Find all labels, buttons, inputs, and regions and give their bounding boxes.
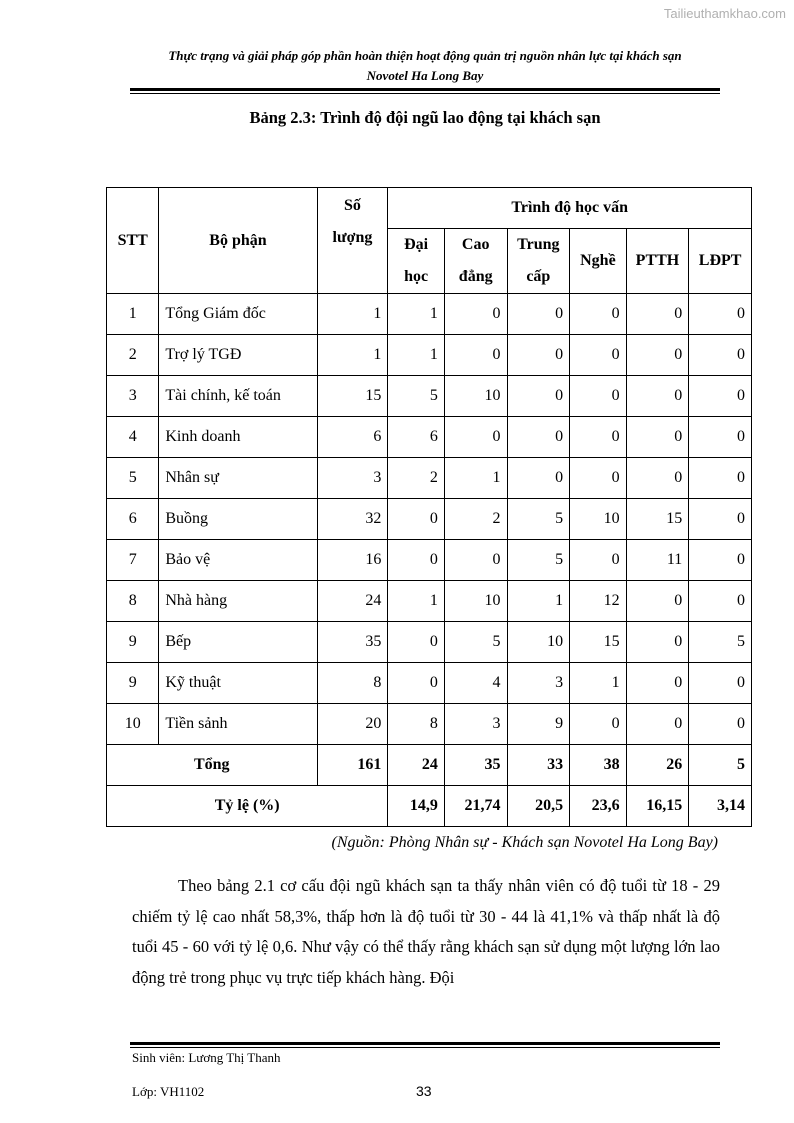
total-row xyxy=(107,745,752,786)
table-title: Bảng 2.3: Trình độ đội ngũ lao động tại khách sạn xyxy=(249,108,601,127)
row-stt: 4 xyxy=(107,417,159,458)
row-nghe: 10 xyxy=(570,499,626,540)
row-cao-dang: 2 xyxy=(444,499,507,540)
row-dai-hoc: 0 xyxy=(388,622,444,663)
row-trung-cap: 9 xyxy=(507,704,570,745)
table-row xyxy=(107,417,752,458)
row-qty: 1 xyxy=(317,294,388,335)
row-qty: 6 xyxy=(317,417,388,458)
table-row xyxy=(107,294,752,335)
row-cao-dang: 4 xyxy=(444,663,507,704)
header-dai-hoc-line1: Đại xyxy=(404,236,429,253)
row-stt: 9 xyxy=(107,622,159,663)
row-nghe: 1 xyxy=(570,663,626,704)
row-cao-dang: 5 xyxy=(444,622,507,663)
row-dept: Nhân sự xyxy=(159,458,317,499)
row-dai-hoc: 0 xyxy=(388,499,444,540)
staff-education-table xyxy=(106,187,752,827)
row-stt: 7 xyxy=(107,540,159,581)
header-row-1 xyxy=(107,188,752,229)
row-ldpt: 0 xyxy=(689,581,752,622)
row-nghe: 0 xyxy=(570,540,626,581)
row-nghe: 12 xyxy=(570,581,626,622)
table-row xyxy=(107,663,752,704)
row-nghe: 0 xyxy=(570,294,626,335)
row-dept: Nhà hàng xyxy=(159,581,317,622)
ratio-row xyxy=(107,786,752,827)
table-row xyxy=(107,622,752,663)
row-nghe: 0 xyxy=(570,417,626,458)
total-nghe: 38 xyxy=(570,745,626,786)
row-cao-dang: 3 xyxy=(444,704,507,745)
row-qty: 35 xyxy=(317,622,388,663)
total-ptth: 26 xyxy=(626,745,689,786)
row-cao-dang: 0 xyxy=(444,540,507,581)
row-qty: 1 xyxy=(317,335,388,376)
row-ldpt: 0 xyxy=(689,458,752,499)
total-dai-hoc: 24 xyxy=(388,745,444,786)
row-stt: 8 xyxy=(107,581,159,622)
row-ptth: 0 xyxy=(626,335,689,376)
row-ldpt: 0 xyxy=(689,663,752,704)
row-nghe: 0 xyxy=(570,335,626,376)
total-cao-dang: 35 xyxy=(444,745,507,786)
header-ptth: PTTH xyxy=(626,229,689,294)
row-nghe: 15 xyxy=(570,622,626,663)
row-stt: 10 xyxy=(107,704,159,745)
row-qty: 3 xyxy=(317,458,388,499)
header-cao-dang-line1: Cao xyxy=(461,236,490,253)
row-stt: 1 xyxy=(107,294,159,335)
header-nghe: Nghề xyxy=(570,229,626,294)
row-trung-cap: 0 xyxy=(507,458,570,499)
header-cao-dang xyxy=(444,229,507,294)
header-dept: Bộ phận xyxy=(159,188,317,294)
row-cao-dang: 10 xyxy=(444,376,507,417)
header-education: Trình độ học vấn xyxy=(388,188,752,229)
row-ptth: 11 xyxy=(626,540,689,581)
row-trung-cap: 10 xyxy=(507,622,570,663)
row-cao-dang: 0 xyxy=(444,417,507,458)
row-dai-hoc: 6 xyxy=(388,417,444,458)
ratio-trung-cap: 20,5 xyxy=(507,786,570,827)
table-row xyxy=(107,581,752,622)
row-dept: Tổng Giám đốc xyxy=(159,294,317,335)
row-ldpt: 0 xyxy=(689,417,752,458)
row-ptth: 0 xyxy=(626,417,689,458)
row-stt: 9 xyxy=(107,663,159,704)
header-qty xyxy=(317,188,388,294)
row-dai-hoc: 0 xyxy=(388,540,444,581)
footer-rule xyxy=(130,1042,720,1048)
running-header xyxy=(130,46,720,86)
row-dai-hoc: 5 xyxy=(388,376,444,417)
page-number: 33 xyxy=(416,1083,432,1099)
table-source: (Nguồn: Phòng Nhân sự - Khách sạn Novotel Ha Long Bay) xyxy=(331,834,718,851)
header-ldpt: LĐPT xyxy=(689,229,752,294)
header-cao-dang-line2: đẳng xyxy=(458,268,493,285)
row-dept: Bảo vệ xyxy=(159,540,317,581)
table-row xyxy=(107,704,752,745)
footer-class: Lớp: VH1102 xyxy=(132,1084,205,1099)
row-dept: Buồng xyxy=(159,499,317,540)
row-nghe: 0 xyxy=(570,376,626,417)
row-cao-dang: 10 xyxy=(444,581,507,622)
row-qty: 8 xyxy=(317,663,388,704)
row-stt: 2 xyxy=(107,335,159,376)
table-row xyxy=(107,458,752,499)
header-dai-hoc xyxy=(388,229,444,294)
row-trung-cap: 0 xyxy=(507,376,570,417)
table-row xyxy=(107,499,752,540)
row-dai-hoc: 8 xyxy=(388,704,444,745)
row-ptth: 0 xyxy=(626,704,689,745)
row-dept: Trợ lý TGĐ xyxy=(159,335,317,376)
ratio-nghe: 23,6 xyxy=(570,786,626,827)
row-ldpt: 0 xyxy=(689,376,752,417)
table-row xyxy=(107,540,752,581)
header-trung-cap-line2: cấp xyxy=(526,268,551,285)
row-qty: 20 xyxy=(317,704,388,745)
total-qty: 161 xyxy=(317,745,388,786)
header-qty-line2: lượng xyxy=(332,229,373,246)
row-dai-hoc: 1 xyxy=(388,581,444,622)
header-stt: STT xyxy=(107,188,159,294)
row-dept: Tiền sảnh xyxy=(159,704,317,745)
table-row xyxy=(107,335,752,376)
row-nghe: 0 xyxy=(570,704,626,745)
ratio-ptth: 16,15 xyxy=(626,786,689,827)
header-trung-cap xyxy=(507,229,570,294)
row-ldpt: 0 xyxy=(689,335,752,376)
row-dept: Kỹ thuật xyxy=(159,663,317,704)
row-trung-cap: 5 xyxy=(507,540,570,581)
row-dai-hoc: 1 xyxy=(388,335,444,376)
header-qty-line1: Số xyxy=(344,197,361,214)
header-line-2: Novotel Ha Long Bay xyxy=(366,68,484,83)
table-row xyxy=(107,376,752,417)
row-trung-cap: 0 xyxy=(507,294,570,335)
row-dept: Tài chính, kế toán xyxy=(159,376,317,417)
ratio-dai-hoc: 14,9 xyxy=(388,786,444,827)
row-stt: 3 xyxy=(107,376,159,417)
row-stt: 5 xyxy=(107,458,159,499)
footer-student: Sinh viên: Lương Thị Thanh xyxy=(132,1050,281,1065)
header-rule xyxy=(130,88,720,94)
row-ldpt: 0 xyxy=(689,294,752,335)
row-ptth: 0 xyxy=(626,581,689,622)
row-trung-cap: 3 xyxy=(507,663,570,704)
row-dept: Bếp xyxy=(159,622,317,663)
row-trung-cap: 1 xyxy=(507,581,570,622)
header-trung-cap-line1: Trung xyxy=(517,236,560,253)
row-ptth: 0 xyxy=(626,294,689,335)
row-ptth: 0 xyxy=(626,458,689,499)
row-cao-dang: 0 xyxy=(444,335,507,376)
watermark: Tailieuthamkhao.com xyxy=(663,6,786,21)
row-ptth: 15 xyxy=(626,499,689,540)
row-ldpt: 0 xyxy=(689,499,752,540)
header-dai-hoc-line2: học xyxy=(404,268,429,285)
row-cao-dang: 1 xyxy=(444,458,507,499)
row-qty: 15 xyxy=(317,376,388,417)
total-ldpt: 5 xyxy=(689,745,752,786)
row-trung-cap: 0 xyxy=(507,417,570,458)
row-cao-dang: 0 xyxy=(444,294,507,335)
row-nghe: 0 xyxy=(570,458,626,499)
total-label: Tổng xyxy=(107,745,318,786)
row-ldpt: 0 xyxy=(689,704,752,745)
row-dai-hoc: 1 xyxy=(388,294,444,335)
ratio-cao-dang: 21,74 xyxy=(444,786,507,827)
row-ldpt: 0 xyxy=(689,540,752,581)
row-ptth: 0 xyxy=(626,622,689,663)
row-ptth: 0 xyxy=(626,663,689,704)
row-ldpt: 5 xyxy=(689,622,752,663)
row-qty: 32 xyxy=(317,499,388,540)
header-line-1: Thực trạng và giải pháp góp phần hoàn thiện hoạt động quản trị nguồn nhân lực tại khách sạn xyxy=(168,48,682,63)
body-paragraph: Theo bảng 2.1 cơ cấu đội ngũ khách sạn ta thấy nhân viên có độ tuổi từ 18 - 29 chiếm tỷ lệ cao nhất 58,3%, thấp hơn là độ tuổi từ 30 - 44 là 41,1% và thấp nhất là độ tuổi 45 - 60 với tỷ lệ 0,6. Như vậy có thể thấy rằng khách sạn sử dụng một lượng lớn lao động trẻ trong phục vụ trực tiếp khách hàng. Đội xyxy=(132,876,720,988)
total-trung-cap: 33 xyxy=(507,745,570,786)
row-dai-hoc: 2 xyxy=(388,458,444,499)
row-dai-hoc: 0 xyxy=(388,663,444,704)
row-stt: 6 xyxy=(107,499,159,540)
row-trung-cap: 0 xyxy=(507,335,570,376)
row-qty: 16 xyxy=(317,540,388,581)
ratio-ldpt: 3,14 xyxy=(689,786,752,827)
row-dept: Kinh doanh xyxy=(159,417,317,458)
ratio-label: Tỷ lệ (%) xyxy=(107,786,388,827)
row-qty: 24 xyxy=(317,581,388,622)
row-trung-cap: 5 xyxy=(507,499,570,540)
row-ptth: 0 xyxy=(626,376,689,417)
